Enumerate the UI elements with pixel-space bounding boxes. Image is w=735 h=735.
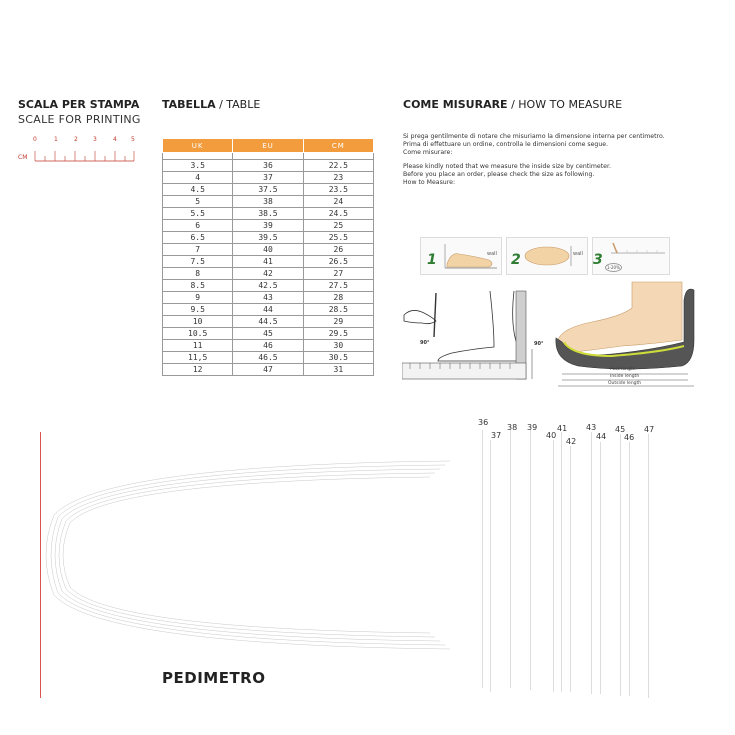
table-cell: 41 bbox=[233, 256, 303, 268]
how-text-line: Prima di effettuare un ordine, controlla le dimensioni come segue. bbox=[403, 141, 609, 148]
table-cell: 37.5 bbox=[233, 184, 303, 196]
ruler-mark: 2 bbox=[74, 136, 78, 143]
ruler-mark: 1 bbox=[54, 136, 58, 143]
table-cell: 42 bbox=[233, 268, 303, 280]
table-cell: 38 bbox=[233, 196, 303, 208]
ruler-ticks bbox=[18, 144, 138, 166]
how-text-line: How to Measure: bbox=[403, 179, 456, 186]
size-guide-line bbox=[561, 432, 562, 692]
scale-title-en: SCALE FOR PRINTING bbox=[18, 113, 141, 126]
step-3-number: 3 bbox=[593, 252, 603, 268]
table-cell: 28 bbox=[303, 292, 373, 304]
size-label: 39 bbox=[527, 423, 538, 432]
step-1-panel bbox=[420, 237, 502, 275]
table-cell: 5.5 bbox=[163, 208, 233, 220]
table-row bbox=[163, 364, 374, 376]
table-cell: 5 bbox=[163, 196, 233, 208]
table-cell: 8.5 bbox=[163, 280, 233, 292]
table-cell: 10 bbox=[163, 316, 233, 328]
size-label: 40 bbox=[546, 431, 557, 440]
ruler-mark: 4 bbox=[113, 136, 117, 143]
table-row bbox=[163, 304, 374, 316]
table-cell: 46 bbox=[233, 340, 303, 352]
table-cell: 39.5 bbox=[233, 232, 303, 244]
col-header-uk: UK bbox=[163, 139, 233, 153]
table-cell: 27.5 bbox=[303, 280, 373, 292]
table-cell: 26 bbox=[303, 244, 373, 256]
table-cell: 7.5 bbox=[163, 256, 233, 268]
scale-title-it: SCALA PER STAMPA bbox=[18, 98, 140, 111]
how-text-line: Before you place an order, please check the size as following. bbox=[403, 171, 595, 178]
table-cell: 39 bbox=[233, 220, 303, 232]
table-section-title: TABELLA / TABLE bbox=[162, 98, 261, 111]
how-text bbox=[403, 133, 723, 187]
wall-label: wall bbox=[573, 251, 583, 257]
table-cell: 45 bbox=[233, 328, 303, 340]
table-cell: 24 bbox=[303, 196, 373, 208]
how-text-line: Come misurare: bbox=[403, 149, 453, 156]
foot-length-label: Foot length bbox=[610, 367, 636, 372]
size-label: 38 bbox=[507, 423, 518, 432]
table-row bbox=[163, 268, 374, 280]
table-row bbox=[163, 244, 374, 256]
table-cell: 44 bbox=[233, 304, 303, 316]
table-cell: 29 bbox=[303, 316, 373, 328]
table-cell: 6.5 bbox=[163, 232, 233, 244]
size-label: 41 bbox=[557, 424, 568, 433]
table-row bbox=[163, 280, 374, 292]
table-row bbox=[163, 340, 374, 352]
table-cell: 9 bbox=[163, 292, 233, 304]
outside-length-label: Outside length bbox=[608, 381, 642, 386]
how-text-line: Please kindly noted that we measure the inside size by centimeter. bbox=[403, 163, 611, 170]
table-cell: 11 bbox=[163, 340, 233, 352]
size-label: 46 bbox=[624, 433, 635, 442]
wall-label: wall bbox=[487, 251, 497, 257]
table-cell: 26.5 bbox=[303, 256, 373, 268]
size-guide-line bbox=[591, 432, 592, 694]
step-3-panel bbox=[592, 237, 670, 275]
table-cell: 7 bbox=[163, 244, 233, 256]
table-cell: 23.5 bbox=[303, 184, 373, 196]
step-1-number: 1 bbox=[427, 252, 437, 268]
size-guide-line bbox=[570, 446, 571, 692]
size-label: 42 bbox=[566, 437, 577, 446]
size-guide-line bbox=[490, 440, 491, 692]
size-guide-line bbox=[620, 434, 621, 696]
table-row bbox=[163, 208, 374, 220]
table-cell: 46.5 bbox=[233, 352, 303, 364]
table-cell: 25.5 bbox=[303, 232, 373, 244]
table-cell: 42.5 bbox=[233, 280, 303, 292]
table-cell: 11,5 bbox=[163, 352, 233, 364]
table-cell: 30 bbox=[303, 340, 373, 352]
table-cell: 4.5 bbox=[163, 184, 233, 196]
size-label: 45 bbox=[615, 425, 626, 434]
table-cell: 29.5 bbox=[303, 328, 373, 340]
table-row bbox=[163, 160, 374, 172]
angle-label: 90° bbox=[534, 341, 544, 347]
size-label: 37 bbox=[491, 431, 502, 440]
pedimetro-title: PEDIMETRO bbox=[162, 669, 266, 687]
table-cell: 10.5 bbox=[163, 328, 233, 340]
size-guide-line bbox=[629, 442, 630, 696]
foot-measure-sketch bbox=[402, 287, 550, 387]
table-cell: 12 bbox=[163, 364, 233, 376]
ruler-mark: 3 bbox=[93, 136, 97, 143]
size-label: 36 bbox=[478, 418, 489, 427]
table-cell: 37 bbox=[233, 172, 303, 184]
table-cell: 47 bbox=[233, 364, 303, 376]
table-cell: 36 bbox=[233, 160, 303, 172]
size-label: 47 bbox=[644, 425, 655, 434]
size-guide-line bbox=[510, 430, 511, 688]
foot-top-icon bbox=[523, 244, 573, 268]
table-cell: 8 bbox=[163, 268, 233, 280]
step-2-panel bbox=[506, 237, 588, 275]
table-cell: 4 bbox=[163, 172, 233, 184]
table-row bbox=[163, 256, 374, 268]
table-row bbox=[163, 184, 374, 196]
table-cell: 27 bbox=[303, 268, 373, 280]
size-table bbox=[162, 138, 374, 376]
table-cell: 30.5 bbox=[303, 352, 373, 364]
table-cell: 3.5 bbox=[163, 160, 233, 172]
col-header-cm: CM bbox=[303, 139, 373, 153]
step-2-number: 2 bbox=[511, 252, 521, 268]
angle-label: 90° bbox=[420, 340, 430, 346]
table-row bbox=[163, 292, 374, 304]
table-row bbox=[163, 196, 374, 208]
table-cell: 28.5 bbox=[303, 304, 373, 316]
ruler-mark: 0 bbox=[33, 136, 37, 143]
tape-measure-icon bbox=[607, 241, 667, 261]
table-cell: 22.5 bbox=[303, 160, 373, 172]
size-guide-line bbox=[530, 430, 531, 690]
size-label: 44 bbox=[596, 432, 607, 441]
ruler-unit: CM bbox=[18, 154, 28, 161]
measure-steps bbox=[420, 237, 670, 275]
step-3-badge: 1-20% bbox=[607, 265, 620, 270]
ruler-mark: 5 bbox=[131, 136, 135, 143]
shoe-section-sketch bbox=[552, 280, 702, 390]
table-cell: 43 bbox=[233, 292, 303, 304]
table-cell: 9.5 bbox=[163, 304, 233, 316]
table-cell: 25 bbox=[303, 220, 373, 232]
table-cell: 23 bbox=[303, 172, 373, 184]
size-label: 43 bbox=[586, 423, 597, 432]
how-section-title: COME MISURARE / HOW TO MEASURE bbox=[403, 98, 623, 111]
table-row bbox=[163, 232, 374, 244]
foot-outline-curves bbox=[40, 455, 450, 655]
table-cell: 40 bbox=[233, 244, 303, 256]
size-guide-line bbox=[648, 434, 649, 698]
table-cell: 44.5 bbox=[233, 316, 303, 328]
table-cell: 31 bbox=[303, 364, 373, 376]
col-header-eu: EU bbox=[233, 139, 303, 153]
table-row bbox=[163, 352, 374, 364]
table-row bbox=[163, 316, 374, 328]
print-ruler bbox=[18, 136, 138, 166]
size-guide-line bbox=[553, 440, 554, 692]
size-guide-line bbox=[482, 430, 483, 688]
table-row bbox=[163, 172, 374, 184]
table-row bbox=[163, 220, 374, 232]
size-guide-line bbox=[600, 442, 601, 694]
table-cell: 38.5 bbox=[233, 208, 303, 220]
table-cell: 6 bbox=[163, 220, 233, 232]
table-cell: 24.5 bbox=[303, 208, 373, 220]
how-text-line: Si prega gentilmente di notare che misuriamo la dimensione interna per centimetro. bbox=[403, 133, 665, 140]
table-row bbox=[163, 328, 374, 340]
inside-length-label: Inside length bbox=[610, 374, 640, 379]
hand-pen-foot-drawing bbox=[402, 287, 550, 387]
